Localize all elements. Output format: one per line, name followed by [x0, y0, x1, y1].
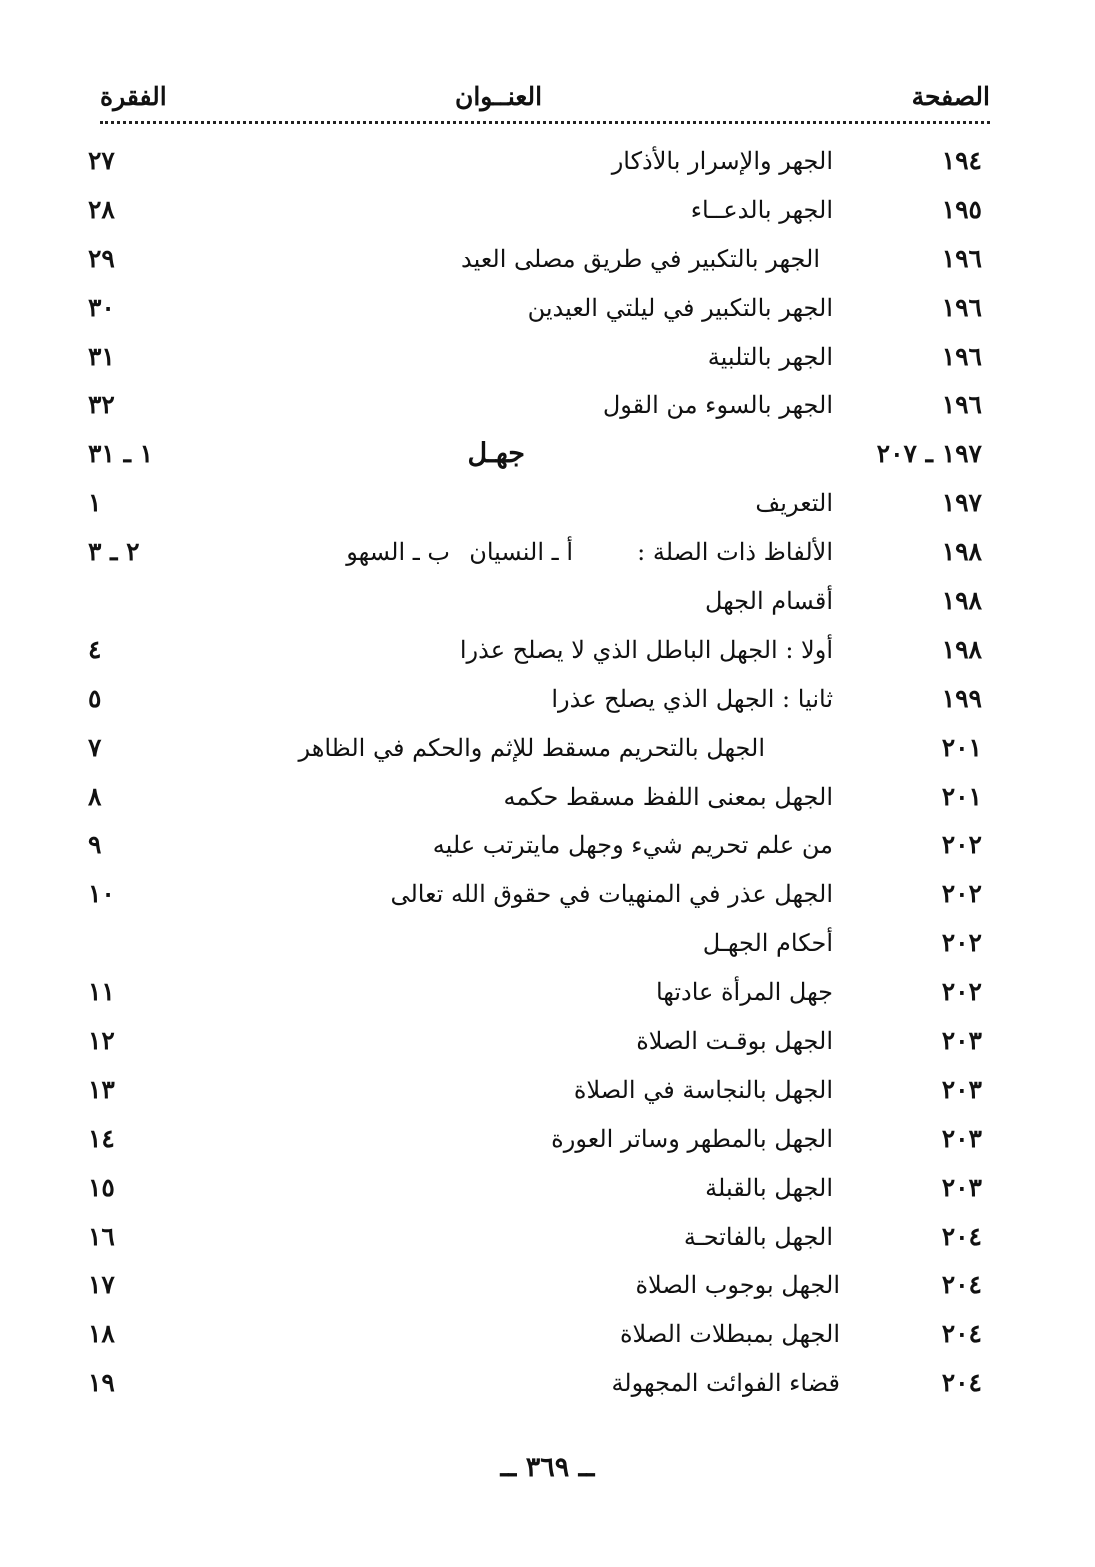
row-page-number: ٢٠٣	[941, 1123, 982, 1153]
index-row	[0, 968, 1095, 1017]
row-page-number: ٢٠٢	[941, 928, 982, 958]
row-paragraph-number: ٢٩	[88, 243, 115, 273]
header-title-column: العنــوان	[455, 82, 543, 111]
table-header	[100, 82, 990, 122]
index-row	[0, 1115, 1095, 1164]
row-paragraph-number: ٣١	[88, 341, 115, 371]
row-title: من علم تحريم شيء وجهل مايترتب عليه	[432, 831, 833, 860]
row-page-number: ١٩٨	[941, 634, 982, 664]
index-row	[0, 870, 1095, 919]
index-row	[0, 284, 1095, 333]
row-page-number: ١٩٦	[941, 243, 982, 273]
row-paragraph-number: ١٧	[88, 1270, 115, 1300]
row-page-number: ٢٠٢	[941, 830, 982, 860]
row-paragraph-number: ١٥	[88, 1172, 115, 1202]
row-paragraph-number: ١١	[88, 977, 115, 1007]
row-title: الجهل بوجوب الصلاة	[635, 1271, 840, 1300]
index-row	[0, 1310, 1095, 1359]
row-page-number: ١٩٦	[941, 390, 982, 420]
header-paragraph-column: الفقرة	[100, 82, 167, 111]
index-row	[0, 235, 1095, 284]
index-row	[0, 1066, 1095, 1115]
index-row	[0, 381, 1095, 430]
row-paragraph-number: ١٤	[88, 1123, 115, 1153]
index-row	[0, 577, 1095, 626]
row-title: الجهل عذر في المنهيات في حقوق الله تعالى	[390, 880, 833, 909]
index-row	[0, 626, 1095, 675]
index-row	[0, 821, 1095, 870]
row-page-number: ١٩٦	[941, 341, 982, 371]
row-paragraph-number: ١٨	[88, 1319, 115, 1349]
row-page-number: ١٩٤	[941, 146, 982, 175]
row-paragraph-number: ٨	[88, 781, 102, 811]
row-title: التعريف	[755, 489, 833, 518]
index-row	[0, 919, 1095, 968]
row-page-number: ٢٠٤	[941, 1319, 982, 1349]
row-title: الجهر بالتلبية	[707, 342, 833, 371]
row-paragraph-number: ٩	[88, 830, 102, 860]
row-paragraph-number: ٢٨	[88, 194, 115, 224]
row-subtopic-a: أ ـ النسيان	[469, 538, 573, 567]
row-title: الجهر بالدعــاء	[690, 195, 833, 224]
row-page-number: ٢٠٣	[941, 1074, 982, 1104]
row-title: أقسام الجهل	[704, 587, 833, 616]
row-page-number: ٢٠٤	[941, 1270, 982, 1300]
row-title: الجهر والإسرار بالأذكار	[611, 147, 833, 175]
index-row	[0, 773, 1095, 822]
row-page-number: ٢٠٢	[941, 879, 982, 909]
row-paragraph-number: ٥	[88, 683, 102, 713]
row-title: أحكام الجهـل	[702, 929, 833, 958]
row-paragraph-number: ١٣	[88, 1074, 115, 1104]
row-paragraph-number: ١	[88, 488, 102, 518]
row-paragraph-number: ١٠	[88, 879, 115, 909]
row-title: الجهل بمعنى اللفظ مسقط حكمه	[503, 782, 833, 811]
row-title: الجهر بالتكبير في ليلتي العيدين	[527, 293, 833, 322]
row-title: ثانيا : الجهل الذي يصلح عذرا	[551, 684, 833, 713]
index-row	[0, 724, 1095, 773]
row-page-range: ١٩٧ ـ ٢٠٧	[876, 439, 982, 469]
row-page-number: ١٩٨	[941, 586, 982, 616]
index-row	[0, 186, 1095, 235]
row-title: الجهل بالنجاسة في الصلاة	[573, 1075, 833, 1104]
index-row	[0, 675, 1095, 724]
row-title: جهل المرأة عادتها	[655, 978, 833, 1007]
row-paragraph-number: ٢٧	[88, 146, 115, 175]
row-title: أولا : الجهل الباطل الذي لا يصلح عذرا	[459, 635, 833, 664]
row-page-number: ٢٠٣	[941, 1026, 982, 1056]
row-page-number: ٢٠٤	[941, 1221, 982, 1251]
row-subtopic-b: ب ـ السهو	[346, 538, 450, 567]
row-page-number: ٢٠١	[941, 781, 982, 811]
row-page-number: ١٩٩	[941, 683, 982, 713]
row-title: الجهل بالمطهر وساتر العورة	[551, 1124, 833, 1153]
row-title: الجهر بالسوء من القول	[602, 391, 833, 420]
row-title: قضاء الفوائت المجهولة	[611, 1369, 840, 1398]
row-paragraph-number: ١٩	[88, 1368, 115, 1398]
index-row	[0, 1164, 1095, 1213]
index-row	[0, 1359, 1095, 1408]
row-page-number: ٢٠٤	[941, 1368, 982, 1398]
row-page-number: ٢٠٣	[941, 1172, 982, 1202]
row-title: الألفاظ ذات الصلة :	[637, 538, 833, 567]
row-title: الجهل بوقـت الصلاة	[636, 1027, 833, 1056]
index-row	[0, 528, 1095, 577]
row-paragraph-number: ٤	[88, 634, 102, 664]
row-paragraph-number: ٣٢	[88, 390, 115, 420]
row-paragraph-number: ٧	[88, 732, 102, 762]
header-page-column: الصفحة	[911, 82, 990, 111]
row-title: الجهل بالفاتحـة	[683, 1222, 833, 1251]
row-title: الجهل بالتحريم مسقط للإثم والحكم في الظاهر	[298, 733, 765, 762]
row-page-number: ٢٠١	[941, 732, 982, 762]
row-page-number: ١٩٨	[941, 537, 982, 567]
row-title: الجهل بمبطلات الصلاة	[619, 1320, 840, 1349]
index-row	[0, 1017, 1095, 1066]
header-divider	[100, 121, 990, 124]
row-paragraph-number: ١٦	[88, 1221, 115, 1251]
index-row	[0, 479, 1095, 528]
row-page-number: ١٩٧	[941, 488, 982, 518]
row-title: الجهر بالتكبير في طريق مصلى العيد	[461, 244, 820, 273]
section-heading: جهـل	[467, 438, 525, 470]
page-number-footer: ــ ٣٦٩ ــ	[500, 1452, 595, 1483]
index-row	[0, 1213, 1095, 1262]
row-paragraph-number: ٣٠	[88, 292, 115, 322]
row-paragraph-number: ١٢	[88, 1026, 115, 1056]
row-paragraph-range: ٢ ـ ٣	[88, 537, 140, 567]
index-row	[0, 1261, 1095, 1310]
row-paragraph-range: ١ ـ ٣١	[88, 439, 154, 469]
index-row	[0, 333, 1095, 382]
index-row-section-heading	[0, 430, 1095, 479]
row-page-number: ١٩٦	[941, 292, 982, 322]
index-list	[0, 137, 1095, 1408]
row-title: الجهل بالقبلة	[705, 1173, 833, 1202]
index-row	[0, 137, 1095, 186]
row-page-number: ٢٠٢	[941, 977, 982, 1007]
row-page-number: ١٩٥	[941, 194, 982, 224]
